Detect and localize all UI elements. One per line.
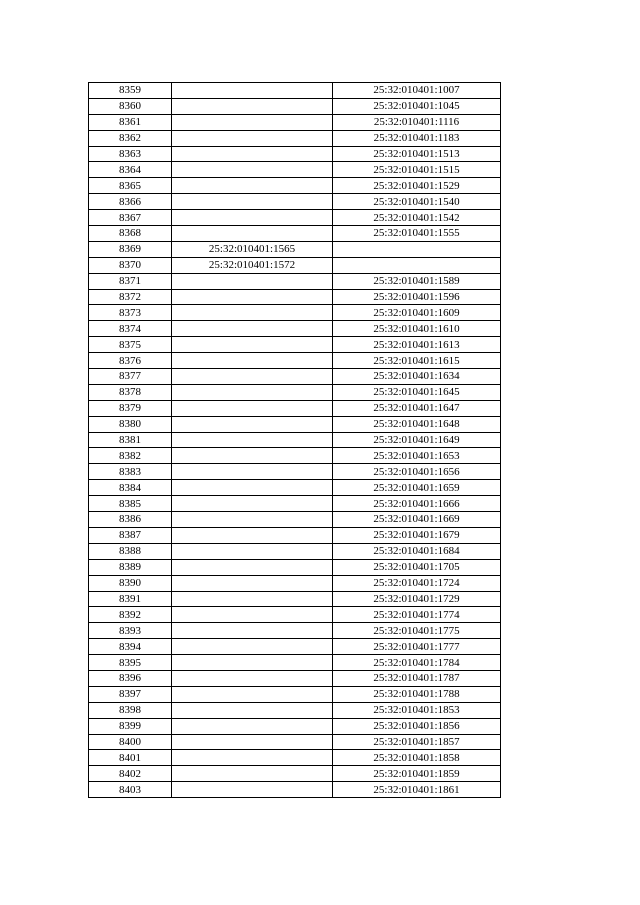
table-row (89, 114, 501, 130)
row-number-cell: 8379 (89, 400, 172, 416)
table-row (89, 639, 501, 655)
row-number-cell: 8381 (89, 432, 172, 448)
cadastral-number-cell-col2 (172, 480, 333, 496)
cadastral-number-cell-col3: 25:32:010401:1183 (333, 130, 501, 146)
cadastral-number-cell-col3: 25:32:010401:1609 (333, 305, 501, 321)
cadastral-number-cell-col3: 25:32:010401:1775 (333, 623, 501, 639)
cadastral-number-cell-col2 (172, 782, 333, 798)
table-row (89, 83, 501, 99)
table-row (89, 178, 501, 194)
row-number-cell: 8382 (89, 448, 172, 464)
cadastral-number-cell-col3: 25:32:010401:1729 (333, 591, 501, 607)
cadastral-number-cell-col3: 25:32:010401:1666 (333, 496, 501, 512)
row-number-cell: 8376 (89, 353, 172, 369)
row-number-cell: 8373 (89, 305, 172, 321)
row-number-cell: 8397 (89, 686, 172, 702)
row-number-cell: 8394 (89, 639, 172, 655)
cadastral-number-cell-col3: 25:32:010401:1788 (333, 686, 501, 702)
row-number-cell: 8364 (89, 162, 172, 178)
cadastral-number-cell-col3: 25:32:010401:1513 (333, 146, 501, 162)
table-row (89, 432, 501, 448)
table-row (89, 400, 501, 416)
cadastral-number-cell-col3: 25:32:010401:1648 (333, 416, 501, 432)
cadastral-number-cell-col3: 25:32:010401:1615 (333, 353, 501, 369)
cadastral-number-cell-col2 (172, 289, 333, 305)
cadastral-number-cell-col3: 25:32:010401:1589 (333, 273, 501, 289)
row-number-cell: 8360 (89, 98, 172, 114)
table-row (89, 607, 501, 623)
row-number-cell: 8375 (89, 337, 172, 353)
table-row (89, 591, 501, 607)
cadastral-number-cell-col3: 25:32:010401:1515 (333, 162, 501, 178)
cadastral-number-cell-col3: 25:32:010401:1724 (333, 575, 501, 591)
table-row (89, 146, 501, 162)
cadastral-number-cell-col2 (172, 337, 333, 353)
row-number-cell: 8370 (89, 257, 172, 273)
row-number-cell: 8395 (89, 655, 172, 671)
row-number-cell: 8399 (89, 718, 172, 734)
cadastral-number-cell-col2 (172, 400, 333, 416)
cadastral-number-cell-col3: 25:32:010401:1653 (333, 448, 501, 464)
cadastral-number-cell-col3: 25:32:010401:1659 (333, 480, 501, 496)
cadastral-number-cell-col2 (172, 766, 333, 782)
row-number-cell: 8390 (89, 575, 172, 591)
cadastral-number-cell-col3: 25:32:010401:1645 (333, 384, 501, 400)
table-row (89, 226, 501, 242)
cadastral-number-cell-col3: 25:32:010401:1045 (333, 98, 501, 114)
cadastral-number-cell-col3: 25:32:010401:1613 (333, 337, 501, 353)
row-number-cell: 8378 (89, 384, 172, 400)
row-number-cell: 8403 (89, 782, 172, 798)
row-number-cell: 8386 (89, 512, 172, 528)
row-number-cell: 8401 (89, 750, 172, 766)
cadastral-number-cell-col3: 25:32:010401:1656 (333, 464, 501, 480)
table-row (89, 337, 501, 353)
table-row (89, 210, 501, 226)
table-row (89, 512, 501, 528)
row-number-cell: 8402 (89, 766, 172, 782)
table-row (89, 448, 501, 464)
row-number-cell: 8400 (89, 734, 172, 750)
table-row (89, 257, 501, 273)
table-row (89, 321, 501, 337)
row-number-cell: 8371 (89, 273, 172, 289)
cadastral-number-cell-col3: 25:32:010401:1705 (333, 559, 501, 575)
cadastral-number-cell-col3: 25:32:010401:1787 (333, 670, 501, 686)
cadastral-number-cell-col2 (172, 464, 333, 480)
cadastral-number-cell-col3: 25:32:010401:1649 (333, 432, 501, 448)
row-number-cell: 8380 (89, 416, 172, 432)
cadastral-number-cell-col2 (172, 226, 333, 242)
cadastral-number-cell-col2 (172, 702, 333, 718)
table-row (89, 670, 501, 686)
cadastral-number-cell-col3: 25:32:010401:1540 (333, 194, 501, 210)
table-row (89, 241, 501, 257)
cadastral-number-cell-col2 (172, 178, 333, 194)
cadastral-number-cell-col3: 25:32:010401:1774 (333, 607, 501, 623)
row-number-cell: 8393 (89, 623, 172, 639)
table-row (89, 162, 501, 178)
cadastral-number-cell-col2: 25:32:010401:1572 (172, 257, 333, 273)
table-body (89, 83, 501, 798)
cadastral-number-cell-col2 (172, 670, 333, 686)
cadastral-number-cell-col2 (172, 718, 333, 734)
row-number-cell: 8374 (89, 321, 172, 337)
table-row (89, 273, 501, 289)
cadastral-number-cell-col2 (172, 591, 333, 607)
cadastral-number-cell-col2 (172, 83, 333, 99)
cadastral-number-cell-col3: 25:32:010401:1116 (333, 114, 501, 130)
table-row (89, 527, 501, 543)
row-number-cell: 8365 (89, 178, 172, 194)
cadastral-number-cell-col2 (172, 543, 333, 559)
row-number-cell: 8388 (89, 543, 172, 559)
cadastral-number-cell-col2 (172, 559, 333, 575)
cadastral-number-cell-col3: 25:32:010401:1859 (333, 766, 501, 782)
cadastral-number-cell-col3: 25:32:010401:1861 (333, 782, 501, 798)
row-number-cell: 8385 (89, 496, 172, 512)
table-row (89, 464, 501, 480)
row-number-cell: 8392 (89, 607, 172, 623)
cadastral-number-cell-col2 (172, 384, 333, 400)
cadastral-number-cell-col2 (172, 273, 333, 289)
cadastral-number-cell-col2 (172, 655, 333, 671)
cadastral-number-cell-col2 (172, 686, 333, 702)
row-number-cell: 8372 (89, 289, 172, 305)
cadastral-number-cell-col2 (172, 623, 333, 639)
cadastral-number-cell-col3: 25:32:010401:1777 (333, 639, 501, 655)
cadastral-number-cell-col2 (172, 448, 333, 464)
row-number-cell: 8398 (89, 702, 172, 718)
cadastral-number-cell-col3: 25:32:010401:1853 (333, 702, 501, 718)
table-row (89, 194, 501, 210)
table-row (89, 305, 501, 321)
cadastral-number-cell-col3: 25:32:010401:1679 (333, 527, 501, 543)
cadastral-number-cell-col3: 25:32:010401:1610 (333, 321, 501, 337)
row-number-cell: 8367 (89, 210, 172, 226)
row-number-cell: 8362 (89, 130, 172, 146)
table-row (89, 734, 501, 750)
cadastral-number-cell-col2 (172, 750, 333, 766)
cadastral-number-cell-col3: 25:32:010401:1529 (333, 178, 501, 194)
cadastral-number-cell-col2 (172, 114, 333, 130)
row-number-cell: 8389 (89, 559, 172, 575)
table-row (89, 480, 501, 496)
cadastral-number-cell-col2 (172, 210, 333, 226)
row-number-cell: 8391 (89, 591, 172, 607)
cadastral-number-cell-col2 (172, 432, 333, 448)
cadastral-number-cell-col2 (172, 575, 333, 591)
cadastral-number-cell-col3: 25:32:010401:1555 (333, 226, 501, 242)
cadastral-number-cell-col3: 25:32:010401:1669 (333, 512, 501, 528)
table-row (89, 416, 501, 432)
table-row (89, 559, 501, 575)
cadastral-number-cell-col2 (172, 130, 333, 146)
row-number-cell: 8368 (89, 226, 172, 242)
cadastral-number-cell-col3: 25:32:010401:1647 (333, 400, 501, 416)
cadastral-number-cell-col3: 25:32:010401:1856 (333, 718, 501, 734)
cadastral-number-cell-col2 (172, 416, 333, 432)
cadastral-number-cell-col2 (172, 305, 333, 321)
row-number-cell: 8361 (89, 114, 172, 130)
row-number-cell: 8387 (89, 527, 172, 543)
table-row (89, 782, 501, 798)
cadastral-number-cell-col2 (172, 194, 333, 210)
table-row (89, 655, 501, 671)
cadastral-number-cell-col2 (172, 512, 333, 528)
table-row (89, 686, 501, 702)
cadastral-number-cell-col3: 25:32:010401:1784 (333, 655, 501, 671)
cadastral-number-cell-col2 (172, 607, 333, 623)
table-row (89, 750, 501, 766)
table-row (89, 98, 501, 114)
row-number-cell: 8369 (89, 241, 172, 257)
cadastral-number-cell-col2 (172, 146, 333, 162)
table-row (89, 718, 501, 734)
row-number-cell: 8377 (89, 369, 172, 385)
cadastral-number-cell-col2 (172, 98, 333, 114)
table-row (89, 289, 501, 305)
table-row (89, 575, 501, 591)
table-row (89, 766, 501, 782)
cadastral-number-cell-col2: 25:32:010401:1565 (172, 241, 333, 257)
row-number-cell: 8383 (89, 464, 172, 480)
row-number-cell: 8359 (89, 83, 172, 99)
cadastral-number-cell-col3 (333, 257, 501, 273)
cadastral-number-cell-col2 (172, 321, 333, 337)
cadastral-number-cell-col3: 25:32:010401:1634 (333, 369, 501, 385)
table-row (89, 702, 501, 718)
cadastral-table (88, 82, 501, 798)
cadastral-number-cell-col3: 25:32:010401:1596 (333, 289, 501, 305)
cadastral-number-cell-col2 (172, 639, 333, 655)
cadastral-number-cell-col3: 25:32:010401:1858 (333, 750, 501, 766)
cadastral-number-cell-col2 (172, 527, 333, 543)
table-row (89, 543, 501, 559)
row-number-cell: 8384 (89, 480, 172, 496)
row-number-cell: 8366 (89, 194, 172, 210)
cadastral-number-cell-col2 (172, 734, 333, 750)
cadastral-number-cell-col3: 25:32:010401:1684 (333, 543, 501, 559)
cadastral-number-cell-col2 (172, 496, 333, 512)
table-row (89, 623, 501, 639)
cadastral-number-cell-col2 (172, 162, 333, 178)
table-row (89, 369, 501, 385)
table-row (89, 496, 501, 512)
cadastral-number-cell-col3 (333, 241, 501, 257)
cadastral-number-cell-col3: 25:32:010401:1007 (333, 83, 501, 99)
table-row (89, 130, 501, 146)
table-row (89, 353, 501, 369)
cadastral-number-cell-col3: 25:32:010401:1542 (333, 210, 501, 226)
cadastral-number-cell-col2 (172, 353, 333, 369)
row-number-cell: 8363 (89, 146, 172, 162)
row-number-cell: 8396 (89, 670, 172, 686)
table-row (89, 384, 501, 400)
cadastral-number-cell-col2 (172, 369, 333, 385)
cadastral-number-cell-col3: 25:32:010401:1857 (333, 734, 501, 750)
